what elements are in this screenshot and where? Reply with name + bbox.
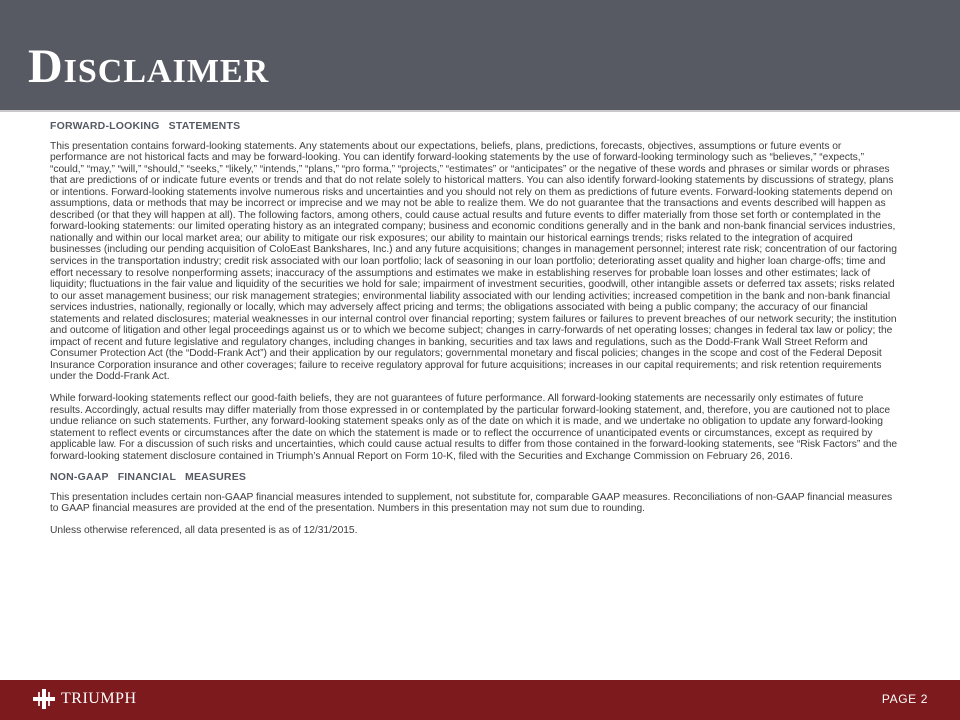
page-title: Disclaimer bbox=[28, 40, 270, 93]
section-title-forward-looking: FORWARD-LOOKING STATEMENTS bbox=[50, 120, 241, 132]
header-divider bbox=[0, 110, 960, 112]
non-gaap-paragraph-1: This presentation includes certain non-GAAP financial measures intended to supplement, not substitute for, comparable GAAP measures. Reconciliations of non-GAAP financial measures to GAAP financial measures are provided at the end of the presentation. Numbers in this presentation may not sum due to rounding. bbox=[50, 491, 893, 515]
section-title-non-gaap: NON-GAAP FINANCIAL MEASURES bbox=[50, 471, 247, 484]
cross-emblem-icon bbox=[32, 688, 56, 710]
slide-header bbox=[0, 0, 960, 110]
disclaimer-body bbox=[50, 121, 898, 547]
slide-footer bbox=[0, 680, 960, 720]
logo-wordmark: TRIUMPH bbox=[61, 690, 137, 707]
non-gaap-paragraph-2: Unless otherwise referenced, all data presented is as of 12/31/2015. bbox=[50, 524, 358, 536]
page-number: PAGE 2 bbox=[881, 692, 928, 706]
forward-looking-paragraph-1: This presentation contains forward-looking statements. Any statements about our expectations, beliefs, plans, predictions, forecasts, objectives, assumptions or future events or performance are not historical facts and may be forward-looking. You can identify forward-looking statements by the use of forward-looking terminology such as “believes,” “expects,” “could,” “may,” “will,” “should,” “seeks,” “likely,” “intends,” “plans,” “pro forma,” “projects,” “estimates” or “anticipates” or the negative of these words and phrases or similar words or phrases that are predictions of or indicate future events or trends and that do not relate solely to historical matters. You can also identify forward-looking statements by discussions of strategy, plans or intentions. Forward-looking statements involve numerous risks and uncertainties and you should not rely on them as predictions of future events. Forward-looking statements depend on assumptions, data or methods that may be incorrect or imprecise and we may not be able to realize them. We do not guarantee that the transactions and events described will happen as described (or that they will happen at all). The following factors, among others, could cause actual results and future events to differ materially from those set forth or contemplated in the forward-looking statements: our limited operating history as an integrated company; business and economic conditions generally and in the bank and non-bank financial services industries, nationally and within our local market area; our ability to mitigate our risk exposures; our ability to maintain our historical earnings trends; risks related to the integration of acquired businesses (including our pending acquisition of ColoEast Bankshares, Inc.) and any future acquisitions; changes in management personnel; interest rate risk; concentration of our factoring services in the transportation industry; credit risk associated with our loan portfolio; lack of seasoning in our loan portfolio; deteriorating asset quality and higher loan charge-offs; time and effort necessary to resolve nonperforming assets; inaccuracy of the assumptions and estimates we make in establishing reserves for probable loan losses and other estimates; lack of liquidity; fluctuations in the fair value and liquidity of the securities we hold for sale; impairment of investment securities, goodwill, other intangible assets or deferred tax assets; risks related to our asset management business; our risk management strategies; environmental liability associated with our lending activities; increased competition in the bank and non-bank financial services industries, nationally, regionally or locally, which may adversely affect pricing and terms; the obligations associated with being a public company; the accuracy of our financial statements and related disclosures; material weaknesses in our internal control over financial reporting; system failures or failures to prevent breaches of our network security; the institution and outcome of litigation and other legal proceedings against us or to which we become subject; changes in carry-forwards of net operating losses; changes in federal tax law or policy; the impact of recent and future legislative and regulatory changes, including changes in banking, securities and tax laws and regulations, such as the Dodd-Frank Wall Street Reform and Consumer Protection Act (the “Dodd-Frank Act”) and their application by our regulators; governmental monetary and fiscal policies; changes in the scope and cost of the Federal Deposit Insurance Corporation insurance and other coverages; failure to receive regulatory approval for future acquisitions; increases in our capital requirements; and risk retention requirements under the Dodd-Frank Act. bbox=[50, 140, 897, 383]
triumph-logo bbox=[32, 688, 137, 710]
forward-looking-paragraph-2: While forward-looking statements reflect our good-faith beliefs, they are not guarantees of future performance. All forward-looking statements are necessarily only estimates of future results. Accordingly, actual results may differ materially from those expressed in or contemplated by the particular forward-looking statement, and, therefore, you are cautioned not to place undue reliance on such statements. Further, any forward-looking statement speaks only as of the date on which it is made, and we undertake no obligation to update any forward-looking statement to reflect events or circumstances after the date on which the statement is made or to reflect the occurrence of unanticipated events or circumstances, except as required by applicable law. For a discussion of such risks and uncertainties, which could cause actual results to differ from those contained in the forward-looking statements, see “Risk Factors” and the forward-looking statement disclosure contained in Triumph’s Annual Report on Form 10-K, filed with the Securities and Exchange Commission on February 26, 2016. bbox=[50, 393, 898, 462]
